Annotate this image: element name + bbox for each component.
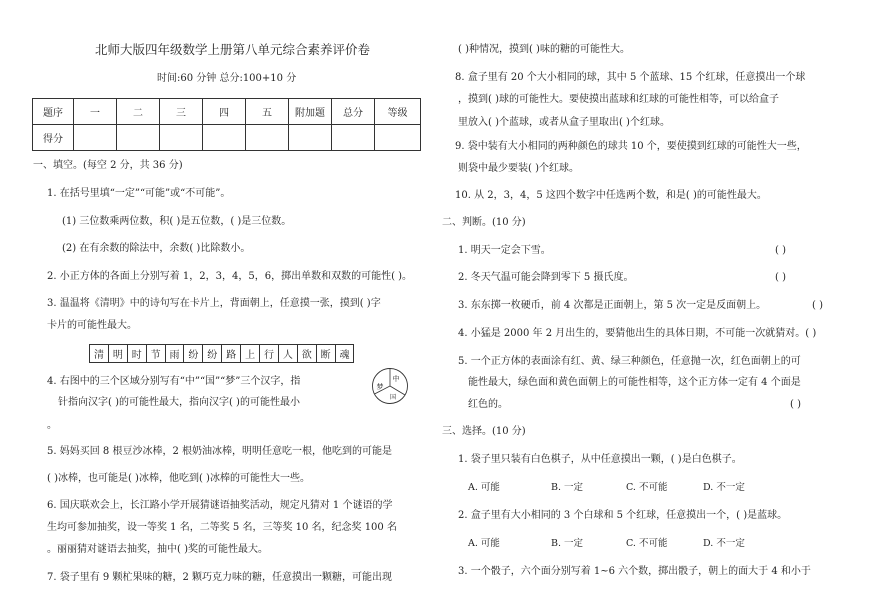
question-line: 里放入( )个蓝球，或者从盒子里取出( )个红球。 [458,117,670,128]
score-input-cell[interactable] [246,125,289,151]
score-table [32,98,421,151]
score-input-cell[interactable] [289,125,332,151]
question-line: 8. 盒子里有 20 个大小相同的球，其中 5 个蓝球、15 个红球，任意摸出一个球 [455,72,806,83]
question-line: 10. 从 2，3，4，5 这四个数字中任选两个数，和是( )的可能性最大。 [455,190,767,201]
question-line: ，摸到( )球的可能性大。要使摸出蓝球和红球的可能性相等，可以给盒子 [458,94,779,105]
judge-question: 5. 一个正方体的表面涂有红、黄、绿三种颜色，任意抛一次，红色面朝上的可 [458,356,801,367]
judge-question: 能性最大，绿色面和黄色面朝上的可能性相等，这个正方体一定有 4 个面是 [468,377,801,388]
score-header-cell: 题序 [33,99,74,125]
judge-answer-parens[interactable]: ( ) [790,399,801,410]
judge-question: 2. 冬天气温可能会降到零下 5 摄氏度。 [458,272,634,283]
choice-option[interactable]: D. 不一定 [703,538,745,549]
score-header-cell: 总分 [332,99,375,125]
judge-answer-parens[interactable]: ( ) [775,245,786,256]
choice-option[interactable]: D. 不一定 [703,482,745,493]
choice-option[interactable]: B. 一定 [551,482,584,493]
score-input-cell[interactable] [375,125,421,151]
spinner-label: 梦 [376,383,384,391]
score-input-cell[interactable] [74,125,117,151]
score-input-cell[interactable] [332,125,375,151]
question-line: 9. 袋中装有大小相同的两种颜色的球共 10 个，要使摸到红球的可能性大一些， [455,141,807,152]
score-table-header-row [33,99,421,125]
question-line: 则袋中最少要装( )个红球。 [458,163,579,174]
poem-char-card: 雨 [165,345,184,363]
choice-option[interactable]: C. 不可能 [626,482,668,493]
question-line: 7. 袋子里有 9 颗杧果味的糖，2 颗巧克力味的糖，任意摸出一颗糖，可能出现 [47,572,392,583]
poem-char-card: 时 [127,345,146,363]
score-input-cell[interactable] [203,125,246,151]
poem-char-card: 人 [278,345,297,363]
exam-subtitle: 时间:60 分钟 总分:100+10 分 [157,73,297,84]
section-3-heading: 三、选择。(10 分) [442,426,526,437]
poem-char-card: 节 [146,345,165,363]
judge-answer-parens[interactable]: ( ) [775,272,786,283]
poem-card-strip [89,344,354,363]
spinner-diagram [371,367,409,405]
question-line: 针指向汉字( )的可能性最大，指向汉字( )的可能性最小 [58,397,300,408]
score-header-cell: 二 [117,99,160,125]
score-input-cell[interactable] [160,125,203,151]
poem-char-card: 路 [222,345,241,363]
score-header-cell: 一 [74,99,117,125]
question-line: 5. 妈妈买回 8 根豆沙冰棒，2 根奶油冰棒，明明任意吃一根，他吃到的可能是 [47,446,392,457]
poem-char-card: 欲 [297,345,316,363]
judge-question: 红色的。 [468,399,508,410]
poem-char-card: 行 [260,345,279,363]
choice-option[interactable]: A. 可能 [468,482,500,493]
question-line: 生均可参加抽奖，设一等奖 1 名，二等奖 5 名，三等奖 10 名，纪念奖 100 名 [47,522,397,533]
choice-option[interactable]: C. 不可能 [626,538,668,549]
question-line: 6. 国庆联欢会上，长江路小学开展猜谜语抽奖活动，规定凡猜对 1 个谜语的学 [47,500,393,511]
choice-question: 2. 盒子里有大小相同的 3 个白球和 5 个红球，任意摸出一个，( )是蓝球。 [458,510,788,521]
judge-answer-parens[interactable]: ( ) [812,300,823,311]
question-line: (2) 在有余数的除法中，余数( )比除数小。 [62,243,251,254]
judge-question: 1. 明天一定会下雪。 [458,245,551,256]
question-line: 2. 小正方体的各面上分别写着 1，2，3，4，5，6，掷出单数和双数的可能性( )。 [47,271,413,282]
question-line: 。 [47,420,57,431]
poem-char-card: 魂 [335,345,354,363]
spinner-label: 国 [389,394,397,401]
question-line: 卡片的可能性最大。 [47,320,137,331]
score-header-cell: 四 [203,99,246,125]
choice-question: 1. 袋子里只装有白色棋子，从中任意摸出一颗，( )是白色棋子。 [458,454,742,465]
score-input-cell[interactable] [117,125,160,151]
score-header-cell: 五 [246,99,289,125]
question-line: (1) 三位数乘两位数，积( )是五位数，( )是三位数。 [62,216,292,227]
poem-char-card: 纷 [203,345,222,363]
choice-question: 3. 一个骰子，六个面分别写着 1~6 六个数，掷出骰子，朝上的面大于 4 和小于 [458,566,811,577]
score-header-cell: 附加题 [289,99,332,125]
question-line: 。丽丽猜对谜语去抽奖，抽中( )奖的可能性最大。 [47,544,268,555]
judge-question: 4. 小猛是 2000 年 2 月出生的，要猜他出生的具体日期，不可能一次就猜对。( ) [458,328,817,339]
exam-title: 北师大版四年级数学上册第八单元综合素养评价卷 [95,42,371,57]
poem-char-card: 明 [108,345,127,363]
section-1-heading: 一、填空。(每空 2 分，共 36 分) [33,160,183,171]
score-header-cell: 三 [160,99,203,125]
score-row-label: 得分 [33,125,74,151]
choice-option[interactable]: B. 一定 [551,538,584,549]
question-line: 3. 温温将《清明》中的诗句写在卡片上，背面朝上，任意摸一张，摸到( )字 [47,298,381,309]
poem-char-card: 上 [241,345,260,363]
spinner-label: 中 [392,375,400,383]
question-line: 1. 在括号里填“一定”“可能”或“不可能”。 [47,188,231,199]
question-line: ( )种情况，摸到( )味的糖的可能性大。 [458,44,630,55]
score-table-score-row [33,125,421,151]
score-header-cell: 等级 [375,99,421,125]
poem-char-card: 纷 [184,345,203,363]
question-line: ( )冰棒，也可能是( )冰棒，他吃到( )冰棒的可能性大一些。 [47,473,310,484]
judge-question: 3. 东东掷一枚硬币，前 4 次都是正面朝上，第 5 次一定是反面朝上。 [458,300,767,311]
question-line: 4. 右图中的三个区域分别写有“中”“国”“梦”三个汉字，指 [47,376,301,387]
section-2-heading: 二、判断。(10 分) [442,217,526,228]
poem-char-card: 断 [316,345,335,363]
poem-char-card: 清 [90,345,109,363]
choice-option[interactable]: A. 可能 [468,538,500,549]
